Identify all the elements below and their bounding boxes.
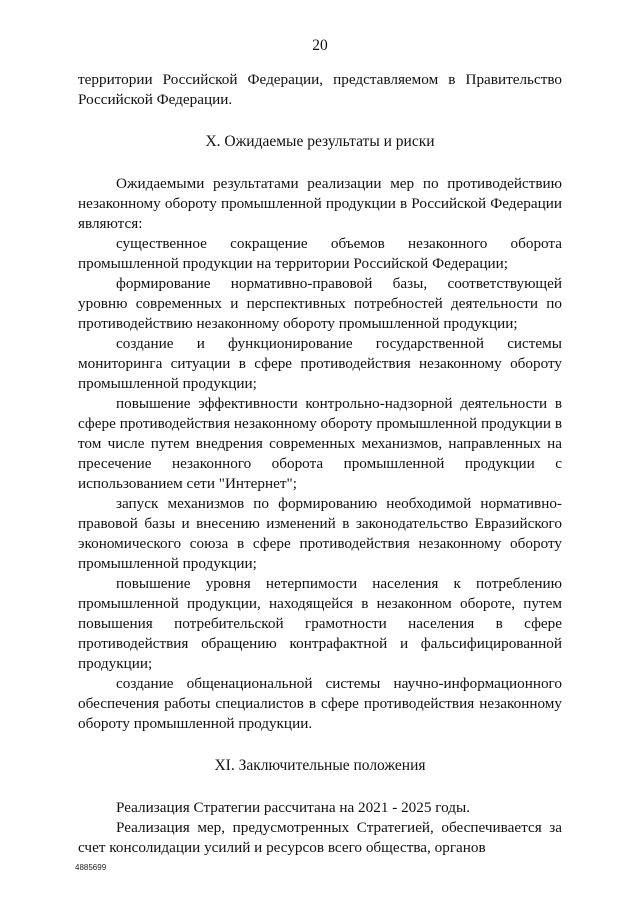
document-body [78,70,562,858]
section-xi-heading: XI. Заключительные положения [214,757,426,774]
section-x-intro: Ожидаемыми результатами реализации мер по противодействию незаконному обороту промышленной продукции в Российской Федерации являются: [78,175,562,232]
section-xi-paragraph: Реализация Стратегии рассчитана на 2021 - 2025 годы. [116,799,470,816]
document-code: 4885699 [75,863,107,872]
page-number: 20 [312,37,328,54]
list-item: создание общенациональной системы научно-информационного обеспечения работы специалистов в сфере противодействия незаконному обороту промышленной продукции. [78,675,562,732]
list-item: существенное сокращение объемов незаконного оборота промышленной продукции на территории Российской Федерации; [78,235,562,272]
list-item: создание и функционирование государственной системы мониторинга ситуации в сфере противодействия незаконному обороту промышленной продукции; [78,335,562,392]
list-item: повышение эффективности контрольно-надзорной деятельности в сфере противодействия незаконному обороту промышленной продукции в том числе путем внедрения современных механизмов, направленных на пресечение незаконного оборота промышленной продукции с использованием сети "Интернет"; [78,395,562,492]
section-x-heading: X. Ожидаемые результаты и риски [205,133,435,150]
intro-continuation: территории Российской Федерации, представляемом в Правительство Российской Федерации. [78,71,562,108]
section-x-list [78,234,562,734]
list-item: повышение уровня нетерпимости населения к потреблению промышленной продукции, находящейся в незаконном обороте, путем повышения потребительской грамотности населения в сфере противодействия обращению контрафактной и фальсифицированной продукции; [78,575,562,672]
section-xi-paragraph: Реализация мер, предусмотренных Стратегией, обеспечивается за счет консолидации усилий и ресурсов всего общества, органов [78,819,562,856]
list-item: запуск механизмов по формированию необходимой нормативно-правовой базы и внесению изменений в законодательство Евразийского экономического союза в сфере противодействия незаконному обороту промышленной продукции; [78,495,562,572]
list-item: формирование нормативно-правовой базы, соответствующей уровню современных и перспективных потребностей деятельности по противодействию незаконному обороту промышленной продукции; [78,275,562,332]
